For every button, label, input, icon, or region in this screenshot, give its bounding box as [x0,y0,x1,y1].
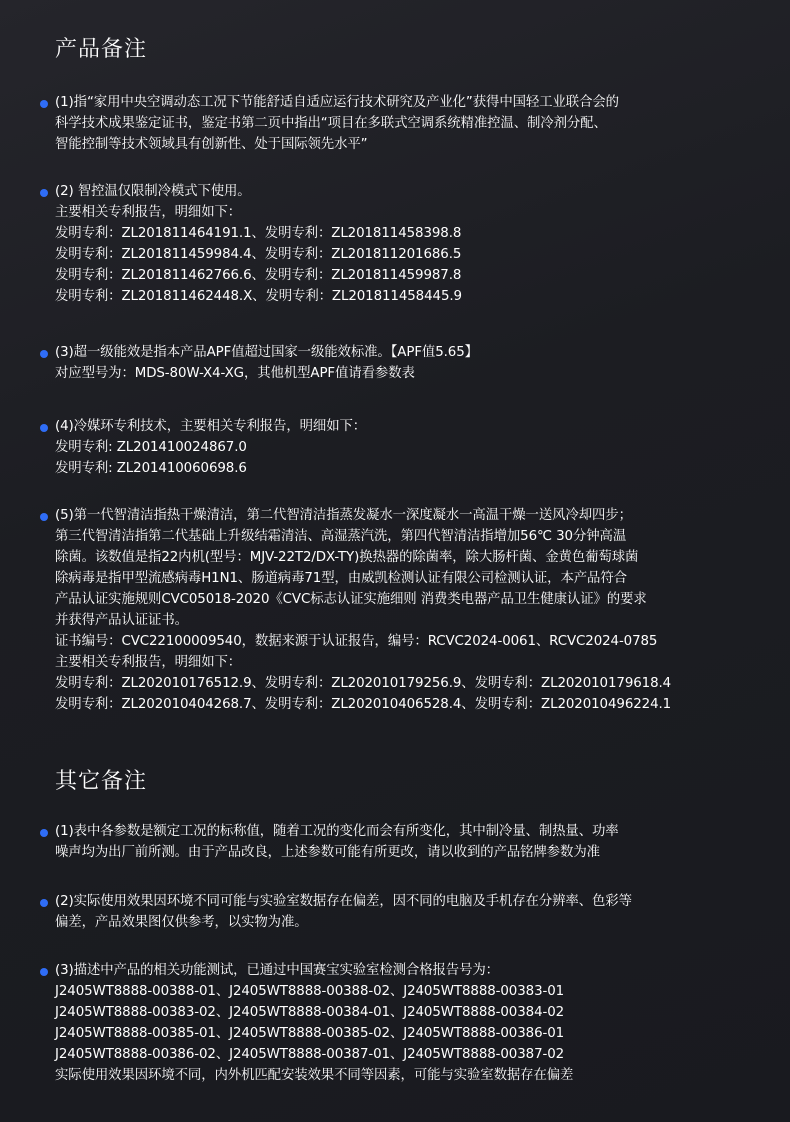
other-note-1 [40,821,776,863]
note-line: 发明专利：ZL202010176512.9、发明专利：ZL202010179256.9、发明专利：ZL202010179618.4 [55,676,672,691]
note-line: 发明专利: ZL201410060698.6 [55,461,247,476]
note-line: 实际使用效果因环境不同，内外机匹配安装效果不同等因素，可能与实验室数据存在偏差 [55,1068,574,1083]
note-line: (2)实际使用效果因环境不同可能与实验室数据存在偏差，因不同的电脑及手机存在分辨率、色彩等 [55,894,632,909]
note-line: 产品认证实施规则CVC05018-2020《CVC标志认证实施细则 消费类电器产品卫生健康认证》的要求 [55,592,647,607]
note-line: J2405WT8888-00385-01、J2405WT8888-00385-02、J2405WT8888-00386-01 [55,1026,565,1041]
note-line: (3)描述中产品的相关功能测试，已通过中国赛宝实验室检测合格报告号为： [55,963,499,978]
note-line: 发明专利：ZL201811459984.4、发明专利：ZL201811201686.5 [55,247,462,262]
product-note-5 [40,505,776,715]
note-line: 主要相关专利报告，明细如下： [55,205,242,220]
bullet-icon [40,968,48,976]
note-line: 对应型号为：MDS-80W-X4-XG，其他机型APF值请看参数表 [55,366,415,381]
note-line: 偏差，产品效果图仅供参考，以实物为准。 [55,915,308,930]
note-line: 并获得产品认证证书。 [55,613,188,628]
note-line: 科学技术成果鉴定证书，鉴定书第二页中指出“项目在多联式空调系统精准控温、制冷剂分配、 [55,116,607,131]
note-line: J2405WT8888-00388-01、J2405WT8888-00388-02、J2405WT8888-00383-01 [55,984,565,999]
other-note-3 [40,960,776,1086]
section-title-product-notes: 产品备注 [55,37,148,62]
note-line: 第三代智清洁指第二代基础上升级结霜清洁、高湿蒸汽洗，第四代智清洁指增加56℃ 30分钟高温 [55,529,627,544]
note-line: 发明专利：ZL201811464191.1、发明专利：ZL201811458398.8 [55,226,462,241]
note-line: 发明专利：ZL201811462766.6、发明专利：ZL201811459987.8 [55,268,462,283]
note-line: J2405WT8888-00386-02、J2405WT8888-00387-01、J2405WT8888-00387-02 [55,1047,565,1062]
note-line: 发明专利：ZL201811462448.X、发明专利：ZL201811458445.9 [55,289,462,304]
note-line: (4)冷媒环专利技术，主要相关专利报告，明细如下： [55,419,367,434]
note-line: 发明专利: ZL201410024867.0 [55,440,247,455]
note-line: 主要相关专利报告，明细如下： [55,655,242,670]
product-note-1 [40,92,776,155]
product-note-3 [40,342,776,384]
bullet-icon [40,899,48,907]
product-note-2 [40,181,776,307]
other-note-2 [40,891,776,933]
bullet-icon [40,350,48,358]
note-line: 噪声均为出厂前所测。由于产品改良，上述参数可能有所更改，请以收到的产品铭牌参数为准 [55,845,600,860]
note-line: J2405WT8888-00383-02、J2405WT8888-00384-01、J2405WT8888-00384-02 [55,1005,565,1020]
bullet-icon [40,829,48,837]
bullet-icon [40,189,48,197]
note-line: 证书编号：CVC22100009540，数据来源于认证报告，编号：RCVC2024-0061、RCVC2024-0785 [55,634,658,649]
note-line: (1)表中各参数是额定工况的标称值，随着工况的变化而会有所变化，其中制冷量、制热量、功率 [55,824,619,839]
note-line: 发明专利：ZL202010404268.7、发明专利：ZL202010406528.4、发明专利：ZL202010496224.1 [55,697,672,712]
bullet-icon [40,100,48,108]
bullet-icon [40,424,48,432]
note-line: (3)超一级能效是指本产品APF值超过国家一级能效标准。【APF值5.65】 [55,345,478,360]
note-line: (5)第一代智清洁指热干燥清洁，第二代智清洁指蒸发凝水一深度凝水一高温干燥一送风冷却四步； [55,508,632,523]
note-line: 除病毒是指甲型流感病毒H1N1、肠道病毒71型，由威凯检测认证有限公司检测认证，本产品符合 [55,571,627,586]
section-title-other-notes: 其它备注 [55,769,148,794]
note-line: (2) 智控温仅限制冷模式下使用。 [55,184,251,199]
product-note-4 [40,416,776,479]
note-line: 智能控制等技术领域具有创新性、处于国际领先水平” [55,137,368,152]
note-line: 除菌。该数值是指22内机(型号：MJV-22T2/DX-TY)换热器的除菌率，除大肠杆菌、金黄色葡萄球菌 [55,550,639,565]
bullet-icon [40,513,48,521]
note-line: (1)指“家用中央空调动态工况下节能舒适自适应运行技术研究及产业化”获得中国轻工业联合会的 [55,95,619,110]
